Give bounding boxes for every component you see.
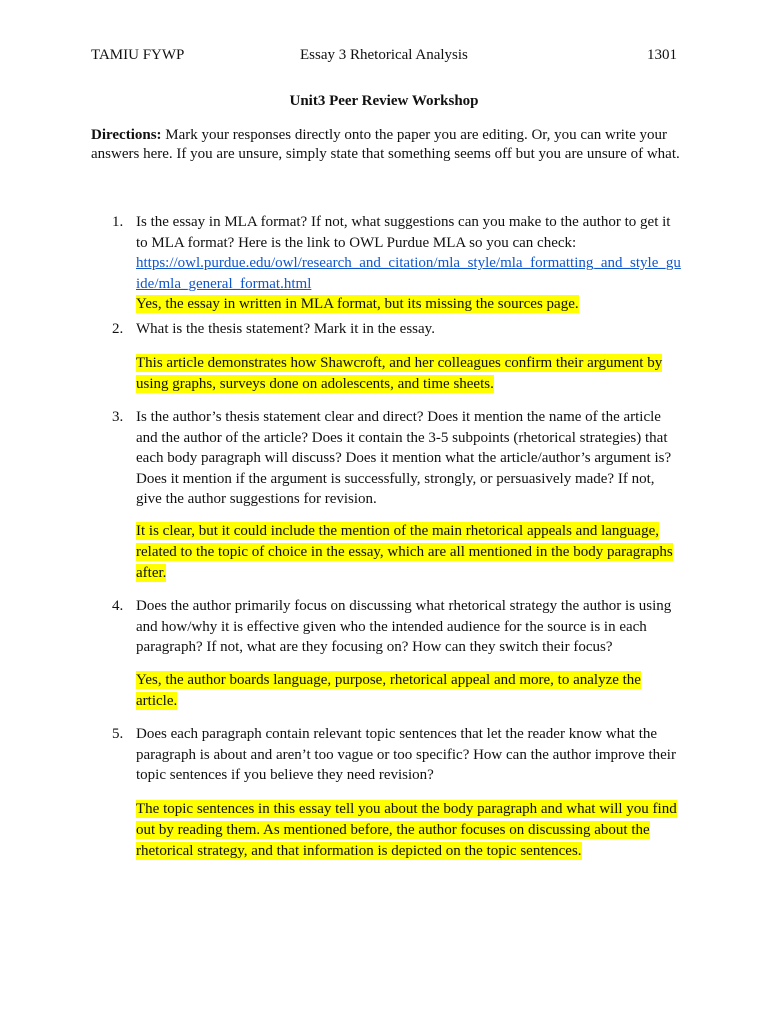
question-text: Is the author’s thesis statement clear and direct? Does it mention the name of the article and the author of the article? Does it contain the 3-5 subpoints (rhetorical strategies) that each body paragraph will discuss? Does it mention what the article/author’s argument is? Does it mention if the argument is successfully, strongly, or persuasively made? If not, give the author suggestions for revision. xyxy=(136,409,672,507)
question-5 xyxy=(91,724,681,786)
answer-5 xyxy=(136,799,681,862)
question-text: What is the thesis statement? Mark it in the essay. xyxy=(136,321,435,337)
owl-purdue-mla-link[interactable]: https://owl.purdue.edu/owl/research_and_citation/mla_style/mla_formatting_and_style_guide/mla_general_format.html xyxy=(136,255,681,292)
answer-4 xyxy=(136,670,681,712)
question-number: 2. xyxy=(112,321,124,337)
answer-text: This article demonstrates how Shawcroft, and her colleagues confirm their argument by using graphs, surveys done on adolescents, and time sheets. xyxy=(136,355,663,392)
question-text: Does the author primarily focus on discussing what rhetorical strategy the author is using and how/why it is effective given who the intended audience for the source is in each paragraph? If not, what are they focusing on? How can they switch their focus? xyxy=(136,598,672,655)
question-number: 1. xyxy=(112,214,124,230)
question-1 xyxy=(91,212,681,315)
header-essay-title: Essay 3 Rhetorical Analysis xyxy=(300,47,468,63)
question-number: 5. xyxy=(112,726,124,742)
question-text: Is the essay in MLA format? If not, what suggestions can you make to the author to get it to MLA format? Here is the link to OWL Purdue MLA so you can check: xyxy=(136,214,671,251)
question-3 xyxy=(91,407,681,510)
question-number: 3. xyxy=(112,409,124,425)
document-title: Unit3 Peer Review Workshop xyxy=(289,93,479,109)
answer-3 xyxy=(136,521,681,584)
question-number: 4. xyxy=(112,598,124,614)
directions-paragraph xyxy=(91,126,681,163)
answer-text: The topic sentences in this essay tell you about the body paragraph and what will you find out by reading them. As mentioned before, the author focuses on discussing about the rhetorical strategy, and that information is depicted on the topic sentences. xyxy=(136,801,677,859)
question-text: Does each paragraph contain relevant topic sentences that let the reader know what the paragraph is about and aren’t too vague or too specific? How can the author improve their topic sentences if you believe they need revision? xyxy=(136,726,676,783)
header-section-number: 1301 xyxy=(647,47,677,63)
page-header xyxy=(91,47,677,67)
answer-text: Yes, the author boards language, purpose, rhetorical appeal and more, to analyze the article. xyxy=(136,672,641,709)
answer-text: Yes, the essay in written in MLA format, but its missing the sources page. xyxy=(136,296,579,312)
question-4 xyxy=(91,596,681,658)
question-2 xyxy=(91,319,681,340)
directions-label: Directions: xyxy=(91,127,162,143)
answer-text: It is clear, but it could include the mention of the main rhetorical appeals and language, related to the topic of choice in the essay, which are all mentioned in the body paragraphs after. xyxy=(136,523,673,581)
directions-text: Mark your responses directly onto the paper you are editing. Or, you can write your answers here. If you are unsure, simply state that something seems off but you are unsure of what. xyxy=(91,127,680,162)
header-course: TAMIU FYWP xyxy=(91,47,185,63)
answer-2 xyxy=(136,353,681,395)
